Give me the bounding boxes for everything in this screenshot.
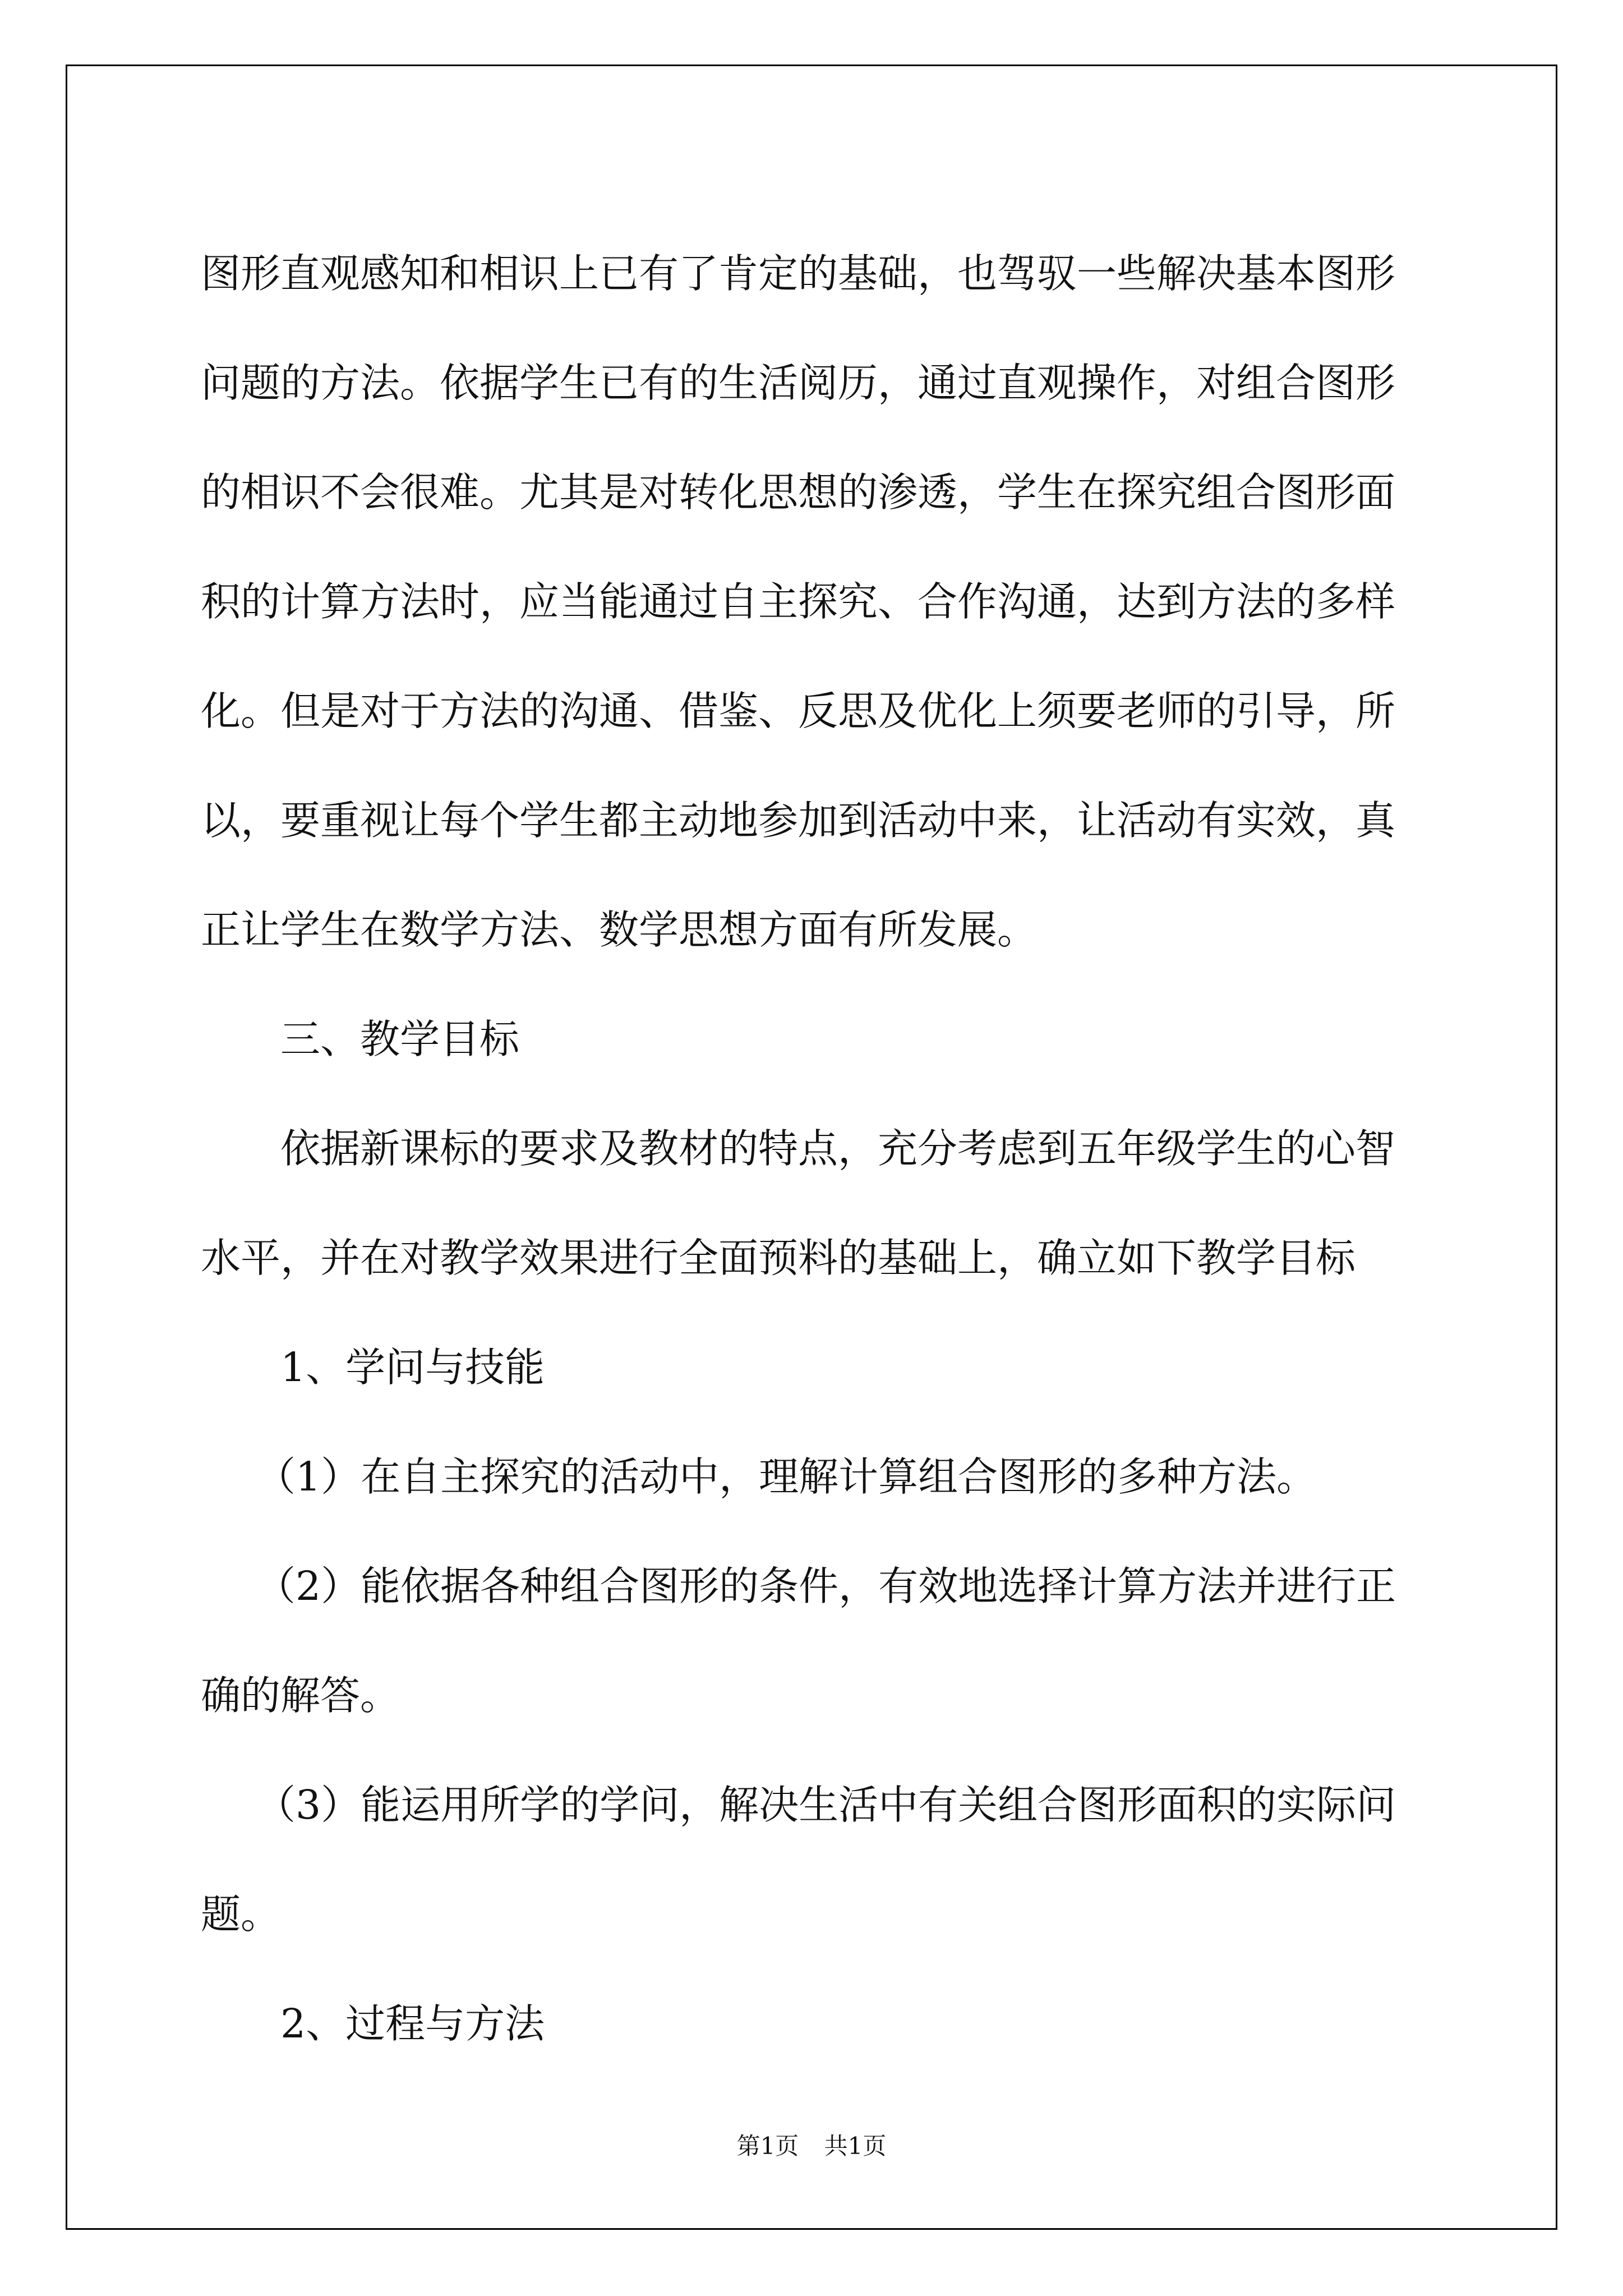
intro-line: 水平，并在对教学效果进行全面预料的基础上，确立如下教学目标 xyxy=(201,1235,1356,1281)
section-heading: 三、教学目标 xyxy=(280,1016,520,1062)
objective-item-2: （2）能依据各种组合图形的条件，有效地选择计算方法并进行正 xyxy=(256,1563,1396,1609)
paragraph-line: 以，要重视让每个学生都主动地参加到活动中来，让活动有实效，真 xyxy=(201,797,1396,844)
objective-item-1: （1）在自主探究的活动中，理解计算组合图形的多种方法。 xyxy=(256,1453,1317,1500)
page-total: 共1页 xyxy=(824,2132,887,2160)
paragraph-line: 图形直观感知和相识上已有了肯定的基础，也驾驭一些解决基本图形 xyxy=(201,250,1396,297)
objective-item-3-continued: 题。 xyxy=(201,1891,281,1938)
page-footer xyxy=(0,2128,1623,2161)
paragraph-line: 积的计算方法时，应当能通过自主探究、合作沟通，达到方法的多样 xyxy=(201,578,1396,625)
subheading-process-methods: 2、过程与方法 xyxy=(280,2000,545,2047)
objective-item-2-continued: 确的解答。 xyxy=(201,1672,400,1719)
document-body xyxy=(201,219,1457,2078)
page-number: 第1页 xyxy=(736,2132,799,2160)
paragraph-line: 正让学生在数学方法、数学思想方面有所发展。 xyxy=(201,907,1038,953)
paragraph-line: 化。但是对于方法的沟通、借鉴、反思及优化上须要老师的引导，所 xyxy=(201,688,1396,734)
paragraph-line: 的相识不会很难。尤其是对转化思想的渗透，学生在探究组合图形面 xyxy=(201,469,1396,516)
objective-item-3: （3）能运用所学的学问，解决生活中有关组合图形面积的实际问 xyxy=(256,1782,1396,1828)
intro-line: 依据新课标的要求及教材的特点，充分考虑到五年级学生的心智 xyxy=(280,1125,1396,1172)
paragraph-line: 问题的方法。依据学生已有的生活阅历，通过直观操作，对组合图形 xyxy=(201,360,1396,406)
subheading-knowledge-skills: 1、学问与技能 xyxy=(280,1344,545,1391)
